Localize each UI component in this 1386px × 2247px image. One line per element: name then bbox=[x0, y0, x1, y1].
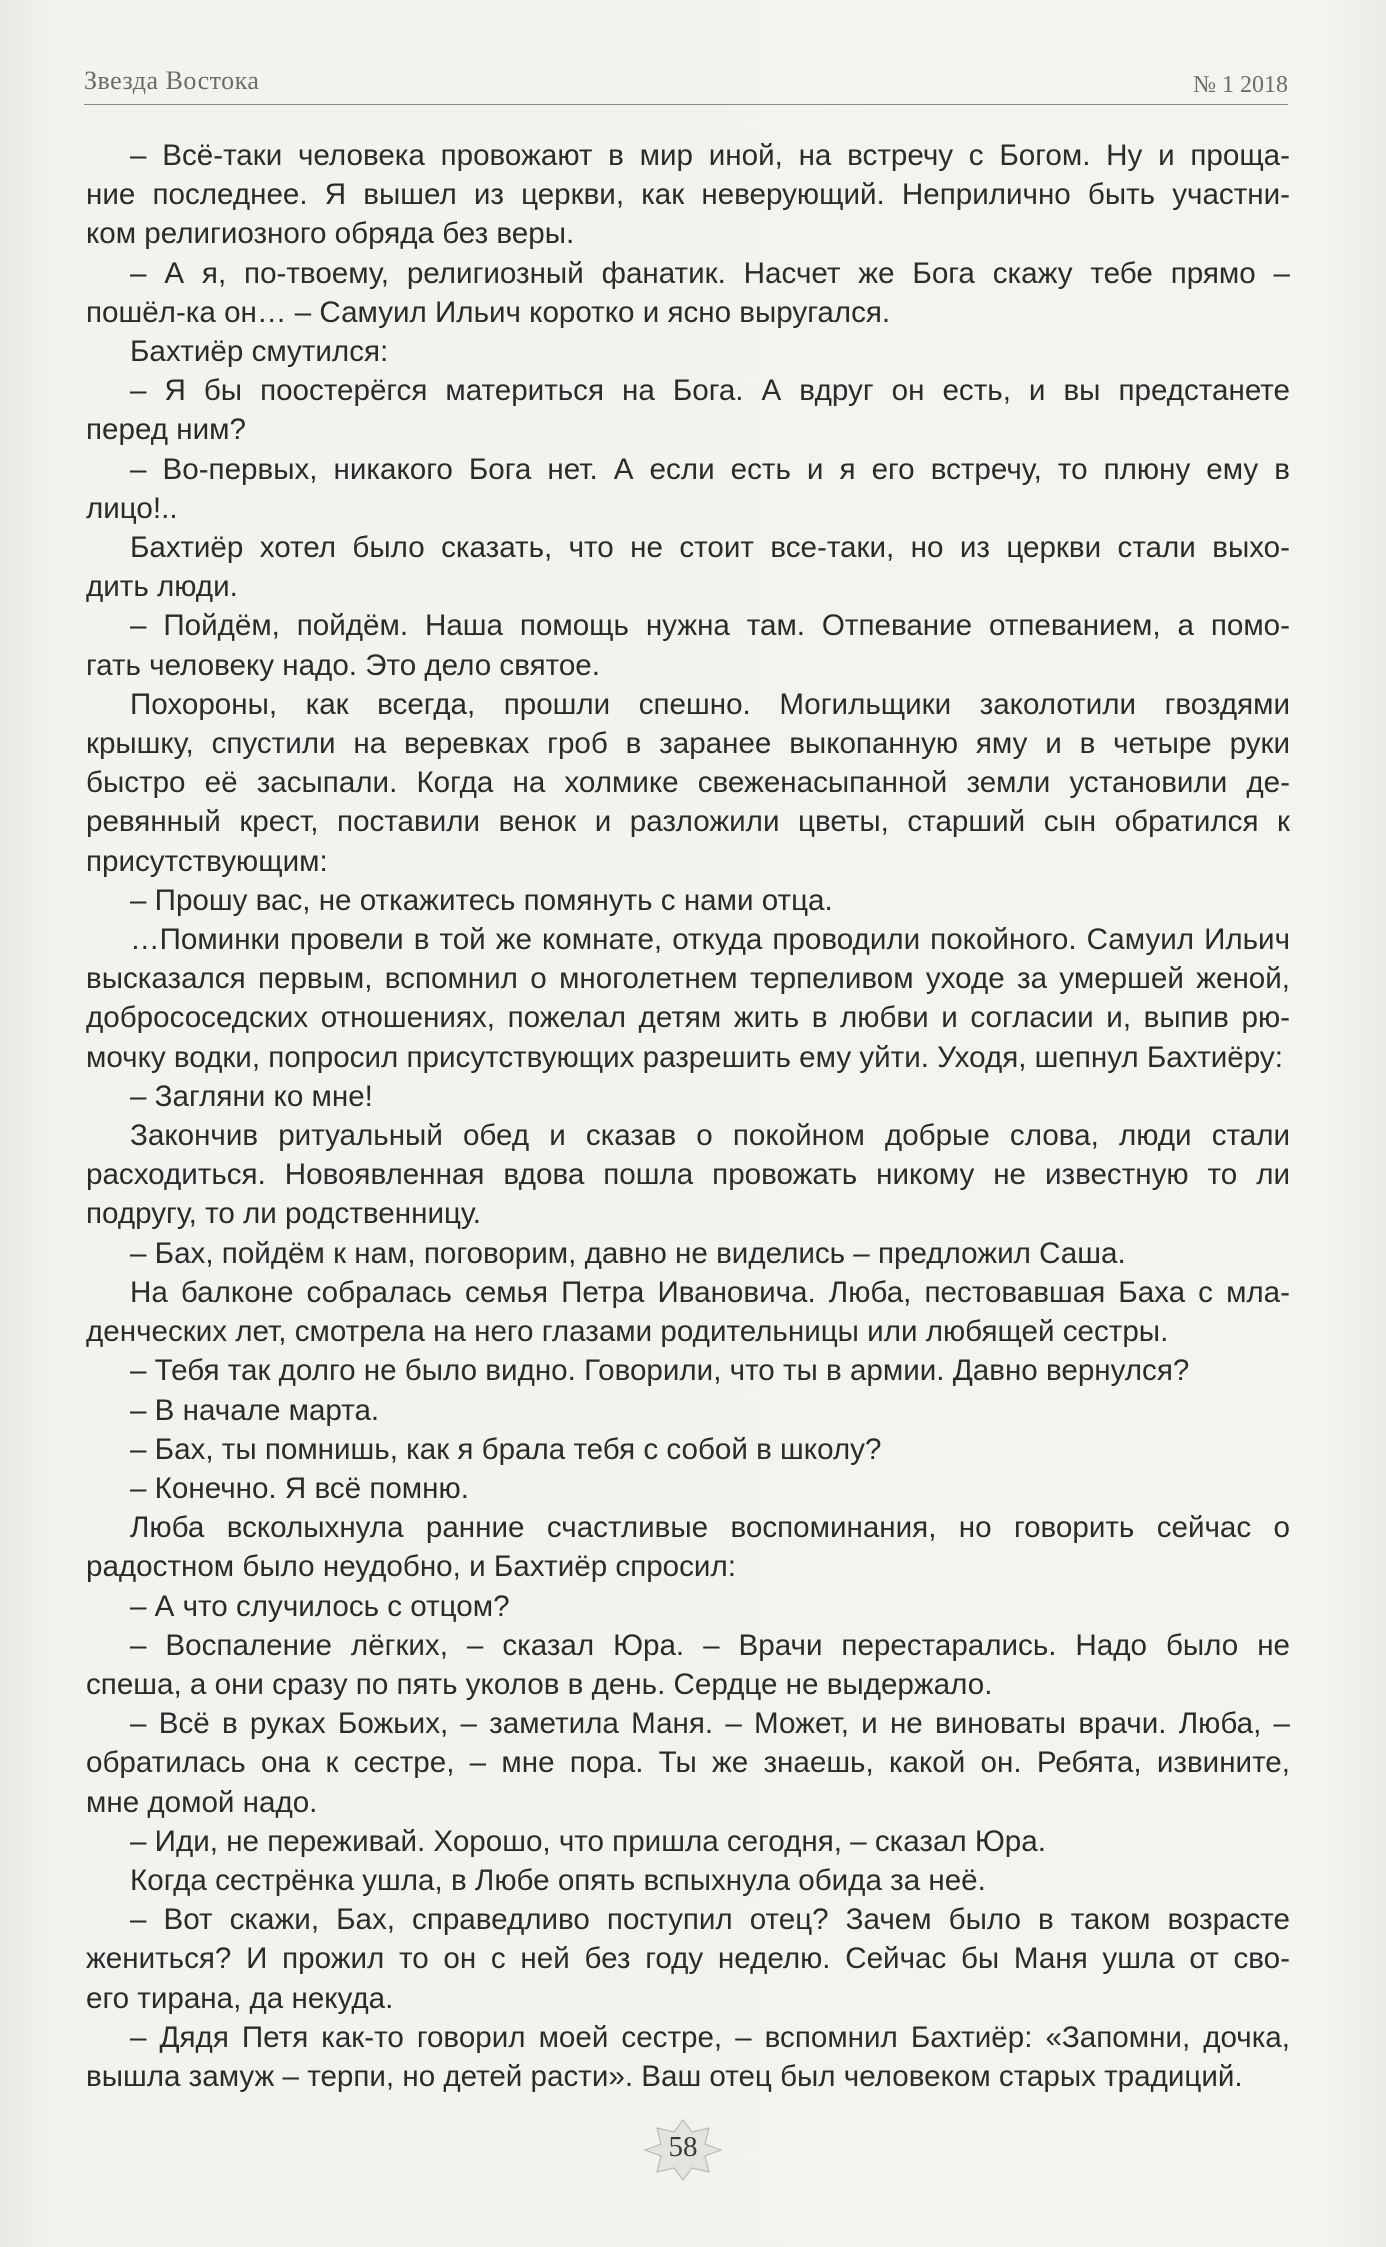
body-text bbox=[86, 136, 1290, 2096]
text-line: подругу, то ли родственницу. bbox=[86, 1197, 481, 1231]
text-line: – Загляни ко мне! bbox=[130, 1079, 373, 1113]
text-line: – Во-первых, никакого Бога нет. А если есть и я его встречу, то плюну ему в bbox=[130, 452, 1290, 486]
text-line: – Пойдём, пойдём. Наша помощь нужна там. Отпевание отпеванием, а помо- bbox=[130, 609, 1290, 643]
text-line: быстро её засыпали. Когда на холмике свеженасыпанной земли установили де- bbox=[86, 766, 1290, 800]
text-line: – А что случилось с отцом? bbox=[130, 1589, 510, 1623]
text-line: присутствующим: bbox=[86, 844, 328, 878]
text-line: крышку, спустили на веревках гроб в заранее выкопанную яму и в четыре руки bbox=[86, 727, 1290, 761]
text-line: вышла замуж – терпи, но детей расти». Ваш отец был человеком старых традиций. bbox=[86, 2059, 1243, 2093]
text-line: – Воспаление лёгких, – сказал Юра. – Врачи перестарались. Надо было не bbox=[130, 1628, 1290, 1662]
journal-title: Звезда Востока bbox=[84, 66, 260, 95]
text-line: пошёл-ка он… – Самуил Ильич коротко и ясно выругался. bbox=[86, 295, 891, 329]
text-line: – Иди, не переживай. Хорошо, что пришла сегодня, – сказал Юра. bbox=[130, 1824, 1046, 1858]
text-line: обратилась она к сестре, – мне пора. Ты же знаешь, какой он. Ребята, извините, bbox=[86, 1746, 1290, 1780]
page-number: 58 bbox=[668, 2131, 698, 2163]
issue-number: № 1 2018 bbox=[1193, 72, 1288, 98]
text-line: …Поминки провели в той же комнате, откуда проводили покойного. Самуил Ильич bbox=[130, 923, 1290, 957]
text-line: дить люди. bbox=[86, 570, 238, 604]
text-line: добрососедских отношениях, пожелал детям жить в любви и согласии и, выпив рю- bbox=[86, 1001, 1290, 1035]
text-line: – Я бы поостерёгся материться на Бога. А вдруг он есть, и вы предстанете bbox=[130, 374, 1290, 408]
text-line: Люба всколыхнула ранние счастливые воспоминания, но говорить сейчас о bbox=[130, 1511, 1290, 1545]
text-line: Когда сестрёнка ушла, в Любе опять вспыхнула обида за неё. bbox=[130, 1863, 986, 1897]
text-line: перед ним? bbox=[86, 413, 246, 447]
text-line: гать человеку надо. Это дело святое. bbox=[86, 648, 600, 682]
text-line: – Тебя так долго не было видно. Говорили, что ты в армии. Давно вернулся? bbox=[130, 1354, 1190, 1388]
text-line: жениться? И прожил то он с ней без году неделю. Сейчас бы Маня ушла от сво- bbox=[86, 1942, 1290, 1976]
text-line: лицо!.. bbox=[86, 491, 178, 525]
text-line: – Дядя Петя как-то говорил моей сестре, – вспомнил Бахтиёр: «Запомни, дочка, bbox=[130, 2020, 1290, 2054]
text-line: мочку водки, попросил присутствующих разрешить ему уйти. Уходя, шепнул Бахтиёру: bbox=[86, 1040, 1283, 1074]
text-line: – Всё-таки человека провожают в мир иной, на встречу с Богом. Ну и проща- bbox=[130, 139, 1290, 172]
text-line: Бахтиёр хотел было сказать, что не стоит все-таки, но из церкви стали выхо- bbox=[130, 531, 1290, 565]
text-line: – Бах, пойдём к нам, поговорим, давно не виделись – предложил Саша. bbox=[130, 1236, 1126, 1270]
text-line: Похороны, как всегда, прошли спешно. Могильщики заколотили гвоздями bbox=[130, 687, 1290, 721]
text-line: денческих лет, смотрела на него глазами родительницы или любящей сестры. bbox=[86, 1315, 1169, 1349]
text-line: Бахтиёр смутился: bbox=[130, 335, 389, 369]
text-line: ревянный крест, поставили венок и разложили цветы, старший сын обратился к bbox=[86, 805, 1290, 839]
text-line: – Бах, ты помнишь, как я брала тебя с собой в школу? bbox=[130, 1432, 882, 1466]
page-number-badge bbox=[643, 2118, 723, 2182]
text-line: его тирана, да некуда. bbox=[86, 1981, 394, 2015]
text-line: – Прошу вас, не откажитесь помянуть с нами отца. bbox=[130, 883, 833, 917]
running-header bbox=[84, 62, 1288, 105]
text-line: мне домой надо. bbox=[86, 1785, 318, 1819]
text-line: – Вот скажи, Бах, справедливо поступил отец? Зачем было в таком возрасте bbox=[130, 1903, 1290, 1937]
text-line: Закончив ритуальный обед и сказав о покойном добрые слова, люди стали bbox=[130, 1119, 1290, 1153]
text-line: На балконе собралась семья Петра Ивановича. Люба, пестовавшая Баха с мла- bbox=[130, 1275, 1290, 1309]
text-line: – А я, по-твоему, религиозный фанатик. Насчет же Бога скажу тебе прямо – bbox=[130, 256, 1290, 290]
text-line: – В начале марта. bbox=[130, 1393, 380, 1427]
text-line: высказался первым, вспомнил о многолетнем терпеливом уходе за умершей женой, bbox=[86, 962, 1290, 996]
text-line: расходиться. Новоявленная вдова пошла провожать никому не известную то ли bbox=[86, 1158, 1290, 1192]
text-line: – Всё в руках Божьих, – заметила Маня. – Может, и не виноваты врачи. Люба, – bbox=[130, 1707, 1290, 1741]
text-line: спеша, а они сразу по пять уколов в день. Сердце не выдержало. bbox=[86, 1667, 993, 1701]
text-line: ком религиозного обряда без веры. bbox=[86, 217, 575, 251]
text-line: – Конечно. Я всё помню. bbox=[130, 1471, 469, 1505]
text-line: радостном было неудобно, и Бахтиёр спросил: bbox=[86, 1550, 736, 1584]
text-line: ние последнее. Я вышел из церкви, как неверующий. Неприлично быть участни- bbox=[86, 178, 1290, 212]
